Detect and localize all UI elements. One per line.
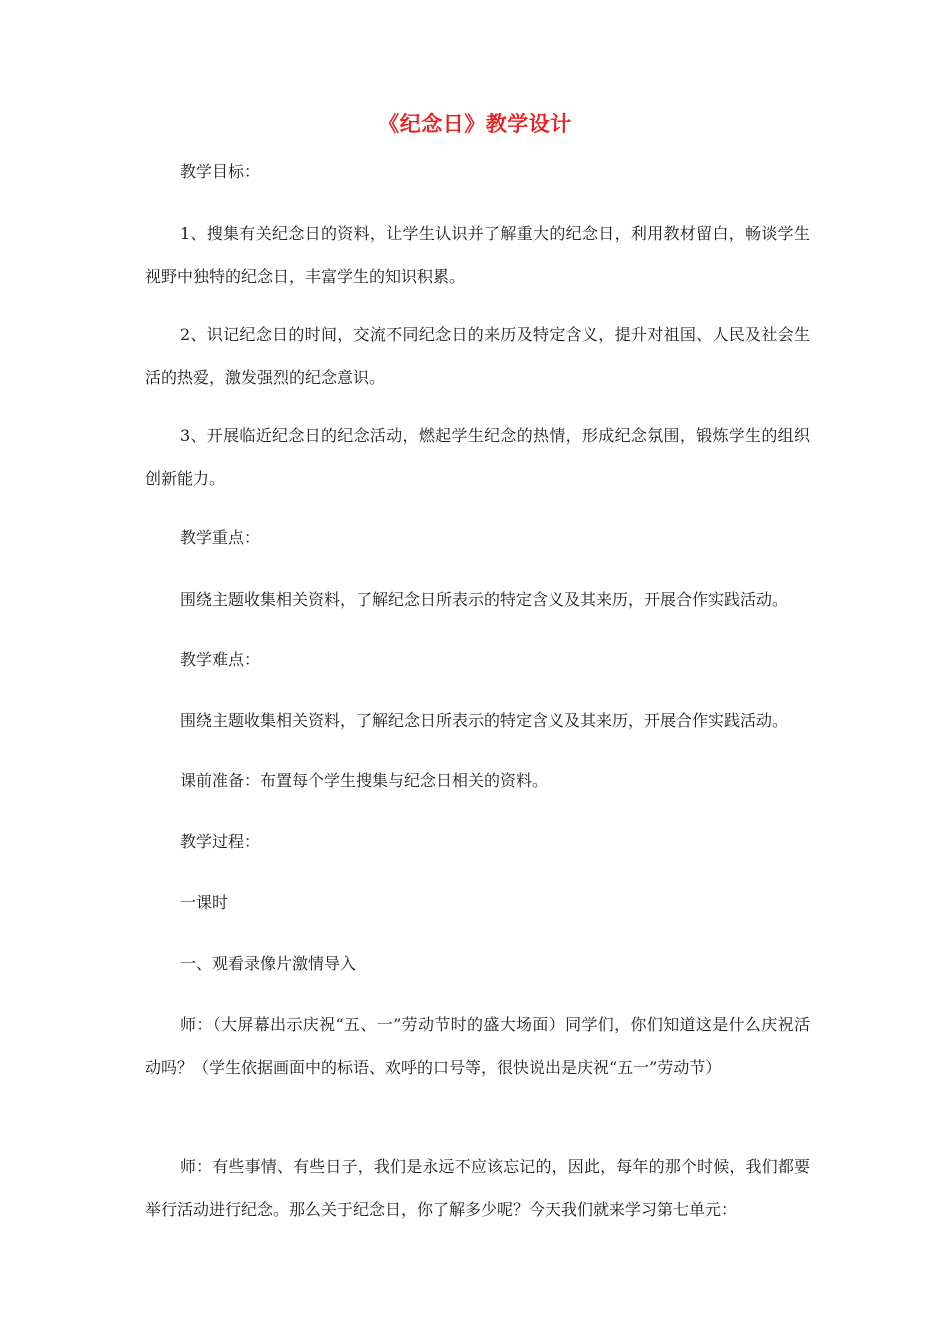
paragraph-teacher-2: 师：有些事情、有些日子，我们是永远不应该忘记的，因此，每年的那个时候，我们都要举行活动进行纪念。那么关于纪念日，你了解多少呢？今天我们就来学习第七单元： xyxy=(145,1157,810,1219)
paragraph-key-points: 围绕主题收集相关资料，了解纪念日所表示的特定含义及其来历，开展合作实践活动。 xyxy=(180,590,789,609)
document-title: 《纪念日》教学设计 xyxy=(378,112,572,136)
section-heading-difficulties: 教学难点： xyxy=(180,650,261,669)
section-heading-key-points: 教学重点： xyxy=(180,528,261,547)
paragraph-lesson-count: 一课时 xyxy=(180,893,229,912)
paragraph-step-1-heading: 一、观看录像片激情导入 xyxy=(180,954,357,973)
paragraph-preparation: 课前准备：布置每个学生搜集与纪念日相关的资料。 xyxy=(180,771,549,790)
paragraph-teacher-1: 师：（大屏幕出示庆祝“五、一”劳动节时的盛大场面）同学们，你们知道这是什么庆祝活动吗？（学生依据画面中的标语、欢呼的口号等，很快说出是庆祝“五一”劳动节） xyxy=(145,1015,810,1077)
paragraph-objective-2: 2、识记纪念日的时间，交流不同纪念日的来历及特定含义，提升对祖国、人民及社会生活的热爱，激发强烈的纪念意识。 xyxy=(145,325,810,387)
section-heading-objectives: 教学目标： xyxy=(180,162,261,181)
paragraph-difficulties: 围绕主题收集相关资料，了解纪念日所表示的特定含义及其来历，开展合作实践活动。 xyxy=(180,711,789,730)
paragraph-objective-3: 3、开展临近纪念日的纪念活动，燃起学生纪念的热情，形成纪念氛围，锻炼学生的组织创新能力。 xyxy=(145,426,810,488)
paragraph-objective-1: 1、搜集有关纪念日的资料，让学生认识并了解重大的纪念日，利用教材留白，畅谈学生视野中独特的纪念日，丰富学生的知识积累。 xyxy=(145,224,810,286)
section-heading-process: 教学过程： xyxy=(180,832,261,851)
